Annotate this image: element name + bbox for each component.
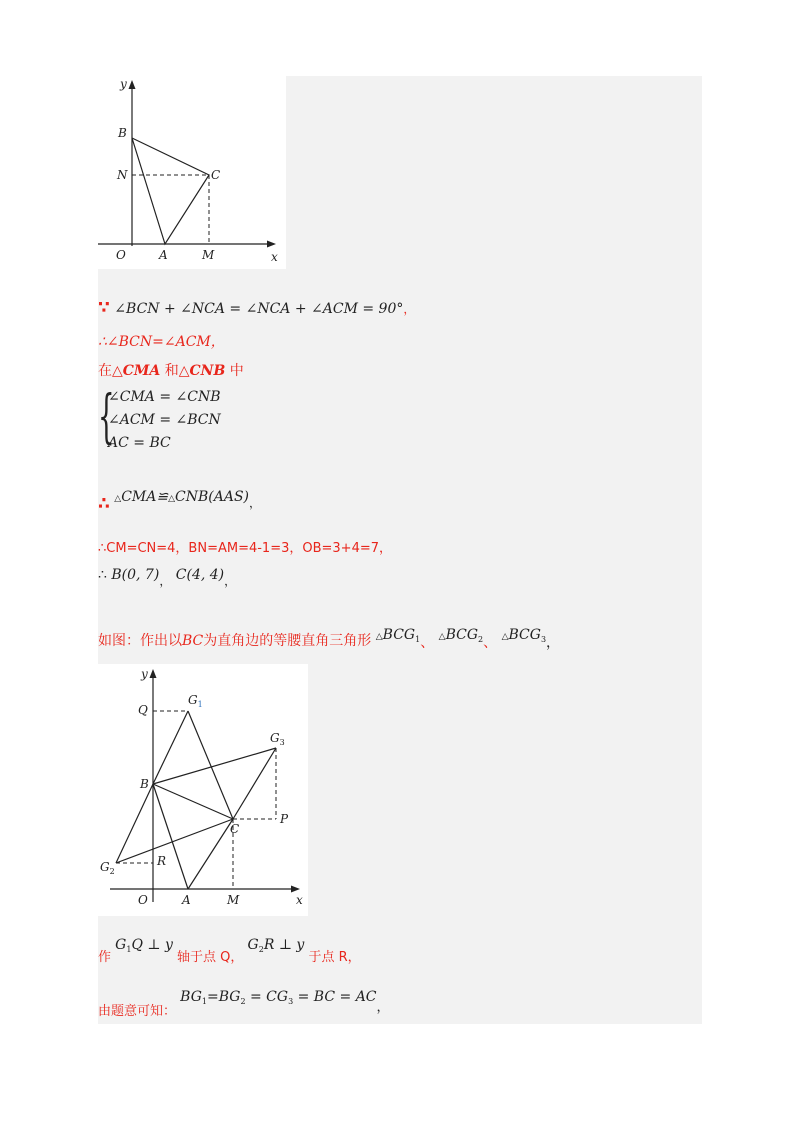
- label-G3: $G_3$: [270, 731, 285, 747]
- label-G1: $G_1$: [188, 693, 203, 709]
- g1q-perp: Q ⊥ y: [131, 937, 173, 953]
- sub-2: 2: [258, 945, 264, 954]
- g2: G: [247, 937, 259, 953]
- label-A: A: [182, 893, 191, 907]
- label-x: x: [271, 250, 278, 264]
- system-row-3: AC = BC: [108, 435, 171, 451]
- triangle-bcg2: BCG: [445, 627, 479, 643]
- label-x: x: [296, 893, 303, 907]
- point-B: B(0, 7): [111, 567, 160, 583]
- triangle-bcg1: BCG: [382, 627, 416, 643]
- sub-2: 2: [240, 997, 246, 1006]
- system-row-1: ∠CMA = ∠CNB: [108, 389, 221, 405]
- label-A: A: [159, 248, 168, 262]
- text-pre: 在△: [98, 363, 123, 379]
- system-row-2: ∠ACM = ∠BCN: [108, 412, 221, 428]
- text-pre: 如图：作出以: [98, 633, 182, 649]
- therefore-symbol: ∴: [98, 567, 107, 583]
- separator-1: 、: [420, 635, 435, 651]
- sub-3: 3: [288, 997, 294, 1006]
- text-pre: 由题意可知：: [98, 1004, 177, 1019]
- label-G2: $G_2$: [100, 860, 115, 876]
- label-M: M: [202, 248, 215, 262]
- text-post: 为直角边的等腰直角三角形: [203, 633, 372, 649]
- equal-length-line: [98, 986, 390, 1019]
- label-R: R: [157, 854, 167, 868]
- tri-cnb: CNB: [189, 363, 226, 379]
- coordinates-line: [98, 566, 237, 588]
- bg1: BG: [180, 989, 202, 1005]
- sub-1: 1: [415, 635, 421, 644]
- angle-equation: ∠BCN + ∠NCA = ∠NCA + ∠ACM = 90°: [114, 301, 404, 317]
- because-symbol: ∵: [98, 298, 110, 318]
- sub-1: 1: [201, 997, 207, 1006]
- label-O: O: [138, 893, 148, 907]
- comma: ，: [376, 1000, 390, 1015]
- length-results-line: ∴CM=CN=4，BN=AM=4-1=3，OB=3+4=7，: [98, 541, 392, 556]
- g2r-perp: R ⊥ y: [263, 937, 305, 953]
- text-post: 于点 R，: [308, 950, 361, 965]
- triangle-symbol-2: △: [168, 494, 176, 504]
- text-mid: 轴于点 Q，: [177, 950, 244, 965]
- triangle-compare-line: [98, 360, 244, 380]
- comma: ，: [249, 496, 262, 510]
- label-B: B: [118, 126, 127, 140]
- label-N: N: [117, 168, 128, 182]
- cg3: = CG: [245, 989, 289, 1005]
- label-P: P: [280, 812, 289, 826]
- comma: ，: [403, 302, 416, 316]
- point-C: C(4, 4): [175, 567, 225, 583]
- perpendicular-line: [98, 934, 361, 965]
- label-C: C: [230, 822, 240, 836]
- g1: G: [115, 937, 127, 953]
- separator-2: 、: [483, 635, 498, 651]
- conclusion-line-2: ∴∠BCN=∠ACM，: [98, 334, 225, 350]
- label-B: B: [140, 777, 149, 791]
- label-M: M: [227, 893, 240, 907]
- comma: ，: [546, 635, 561, 651]
- label-y: y: [120, 77, 127, 91]
- therefore-symbol: ∴: [98, 494, 110, 514]
- triangle-symbol: △: [114, 494, 122, 504]
- text-mid: 和△: [160, 363, 190, 379]
- text-pre: 作: [98, 950, 112, 965]
- label-y: y: [141, 667, 148, 681]
- figure-1: [98, 76, 286, 269]
- tri-cma: CMA: [122, 363, 161, 379]
- congruence-right: CNB: [175, 489, 209, 505]
- triangle-bcg3: BCG: [508, 627, 541, 643]
- bc-ac: = BC = AC: [293, 989, 377, 1005]
- label-Q: Q: [138, 703, 148, 717]
- left-brace: {: [98, 382, 115, 450]
- aas-reason: (AAS): [208, 489, 250, 505]
- text-post: 中: [225, 363, 244, 379]
- congruence-line: [98, 486, 262, 514]
- sub-2: 2: [478, 635, 484, 644]
- sub-1: 1: [126, 945, 132, 954]
- sub-3: 3: [540, 635, 547, 644]
- reason-line-1: [98, 298, 415, 318]
- segment-bc: BC: [182, 633, 204, 649]
- separator: ，: [159, 574, 172, 588]
- congruence-left: CMA≌: [121, 489, 169, 505]
- construction-line: 如图：作出以BC为直角边的等腰直角三角形 $\triangle BCG_1$、 $\triangle BCG_2$、 $\triangle BCG_3$，: [98, 627, 561, 651]
- figure-2: [98, 664, 308, 916]
- label-C: C: [211, 168, 221, 182]
- bg2: =BG: [206, 989, 241, 1005]
- label-O: O: [116, 248, 126, 262]
- comma: ，: [224, 574, 237, 588]
